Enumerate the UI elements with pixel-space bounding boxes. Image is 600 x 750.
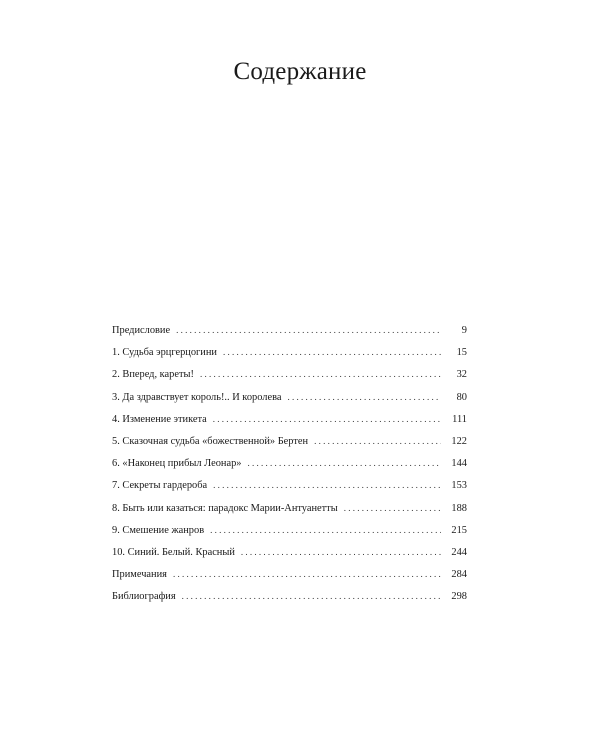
toc-entry-title: 10. Синий. Белый. Красный bbox=[112, 546, 235, 558]
toc-entry-title: 5. Сказочная судьба «божественной» Бертен bbox=[112, 435, 309, 447]
page-title: Содержание bbox=[233, 58, 367, 85]
table-of-contents bbox=[112, 319, 467, 607]
toc-entry-title: Предисловие bbox=[112, 325, 171, 336]
toc-dot-leader bbox=[213, 408, 441, 430]
toc-entry-page: 9 bbox=[461, 325, 467, 336]
toc-entry bbox=[112, 363, 467, 385]
toc-entry-page: 215 bbox=[451, 524, 467, 536]
toc-entry bbox=[112, 430, 467, 452]
toc-entry-title: 6. «Наконец прибыл Леонар» bbox=[112, 458, 242, 470]
toc-dot-leader bbox=[241, 541, 441, 563]
toc-entry bbox=[112, 408, 467, 430]
toc-entry-title: 4. Изменение этикета bbox=[112, 413, 207, 425]
toc-entry bbox=[112, 563, 467, 585]
toc-entry-title: 8. Быть или казаться: парадокс Марии-Антуанетты bbox=[112, 502, 338, 514]
toc-entry-page: 153 bbox=[451, 480, 467, 492]
toc-dot-leader bbox=[344, 497, 441, 519]
toc-entry-page: 298 bbox=[451, 591, 467, 603]
toc-entry bbox=[112, 585, 467, 607]
toc-entry bbox=[112, 341, 467, 363]
toc-entry bbox=[112, 519, 467, 541]
toc-entry-page: 111 bbox=[452, 413, 467, 425]
toc-entry bbox=[112, 474, 467, 496]
toc-entry-page: 15 bbox=[456, 347, 467, 359]
toc-entry-title: 1. Судьба эрцгерцогини bbox=[112, 347, 217, 359]
toc-entry bbox=[112, 497, 467, 519]
toc-dot-leader bbox=[287, 386, 441, 408]
toc-dot-leader bbox=[200, 363, 441, 385]
toc-dot-leader bbox=[314, 430, 441, 452]
toc-entry-page: 244 bbox=[451, 546, 467, 558]
toc-entry-title: 9. Смешение жанров bbox=[112, 524, 205, 536]
toc-entry-page: 144 bbox=[451, 458, 467, 470]
toc-entry-title: 3. Да здравствует король!.. И королева bbox=[112, 391, 282, 403]
toc-entry-page: 122 bbox=[451, 435, 467, 447]
toc-entry bbox=[112, 541, 467, 563]
toc-entry-page: 80 bbox=[456, 391, 467, 403]
toc-dot-leader bbox=[173, 563, 441, 585]
toc-entry-title: Примечания bbox=[112, 569, 167, 581]
toc-entry-page: 284 bbox=[451, 569, 467, 581]
toc-entry-page: 32 bbox=[456, 369, 467, 381]
toc-entry bbox=[112, 319, 467, 341]
toc-dot-leader bbox=[176, 319, 441, 341]
toc-dot-leader bbox=[247, 452, 441, 474]
toc-dot-leader bbox=[223, 341, 441, 363]
toc-dot-leader bbox=[182, 585, 441, 607]
toc-entry bbox=[112, 452, 467, 474]
toc-entry-page: 188 bbox=[451, 502, 467, 514]
toc-dot-leader bbox=[210, 519, 441, 541]
toc-entry-title: 7. Секреты гардероба bbox=[112, 480, 208, 492]
toc-entry-title: 2. Вперед, кареты! bbox=[112, 369, 194, 381]
toc-entry-title: Библиография bbox=[112, 591, 176, 603]
toc-dot-leader bbox=[213, 474, 441, 496]
toc-entry bbox=[112, 386, 467, 408]
